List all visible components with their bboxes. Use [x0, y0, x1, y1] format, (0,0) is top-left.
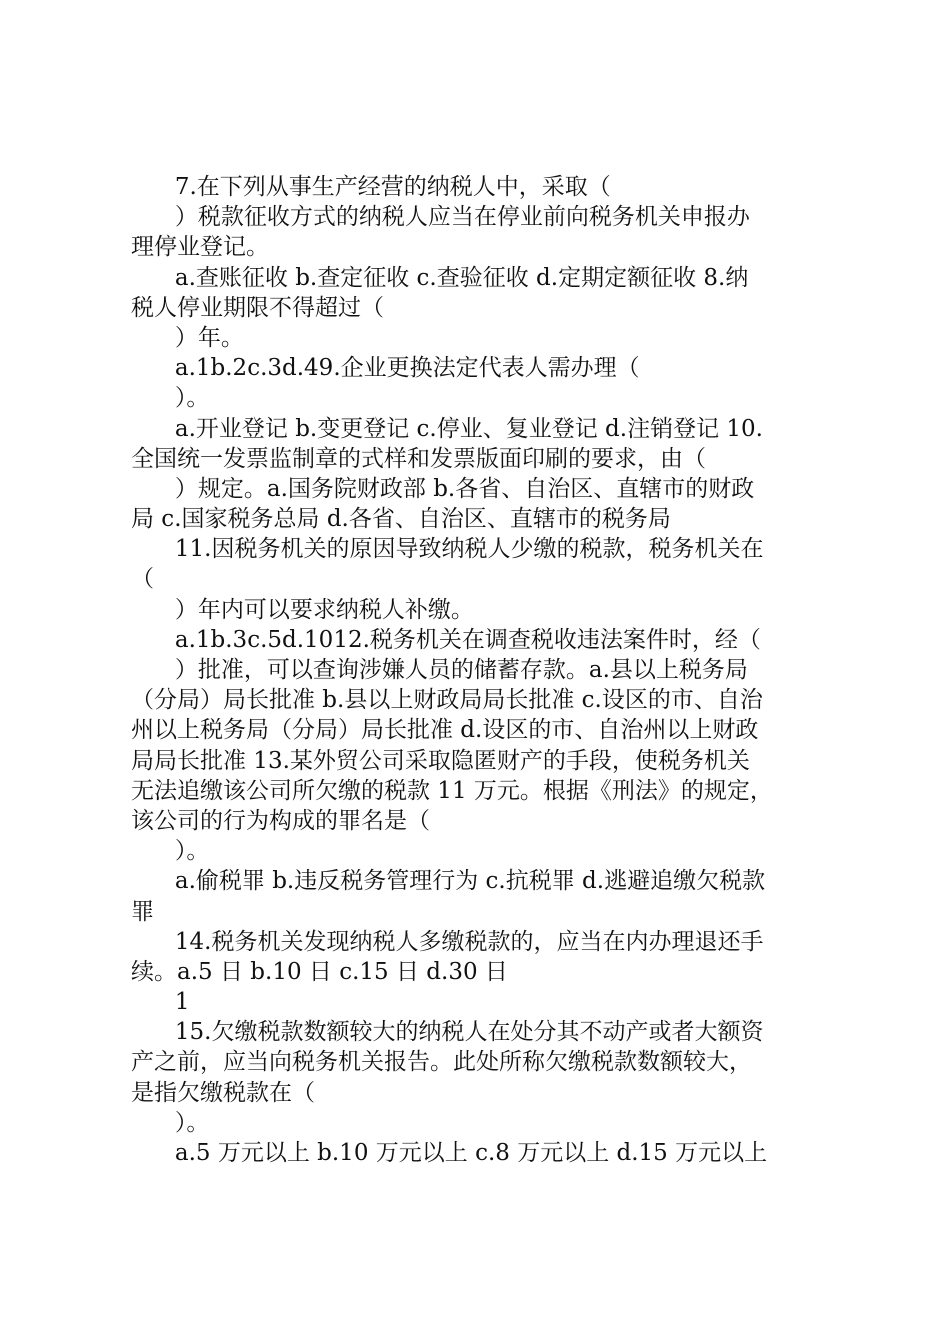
text-line: 局 c.国家税务总局 d.各省、自治区、直辖市的税务局 [131, 506, 671, 533]
text-line: 15.欠缴税款数额较大的纳税人在处分其不动产或者大额资 [131, 1019, 764, 1046]
text-line: ）。 [131, 1109, 210, 1136]
text-line: 11.因税务机关的原因导致纳税人少缴的税款，税务机关在 [131, 536, 764, 563]
text-line: 州以上税务局（分局）局长批准 d.设区的市、自治州以上财政 [131, 717, 759, 744]
text-line: 局局长批准 13.某外贸公司采取隐匿财产的手段，使税务机关 [131, 747, 750, 774]
text-line: ）。 [131, 838, 210, 865]
text-line: 续。a.5 日 b.10 日 c.15 日 d.30 日 [131, 958, 508, 985]
text-line: 理停业登记。 [131, 234, 269, 261]
text-line: a.偷税罪 b.违反税务管理行为 c.抗税罪 d.逃避追缴欠税款 [131, 868, 766, 895]
text-line: 7.在下列从事生产经营的纳税人中，采取（ [131, 174, 611, 200]
text-line: a.查账征收 b.查定征收 c.查验征收 d.定期定额征收 8.纳 [131, 264, 749, 291]
text-line: ）年。 [131, 324, 244, 351]
text-line: a.5 万元以上 b.10 万元以上 c.8 万元以上 d.15 万元以上 [131, 1140, 768, 1166]
text-line: ）。 [131, 385, 210, 412]
text-line: 是指欠缴税款在（ [131, 1079, 315, 1106]
text-line: 该公司的行为构成的罪名是（ [131, 807, 430, 834]
text-line: 税人停业期限不得超过（ [131, 294, 384, 321]
text-line: （分局）局长批准 b.县以上财政局局长批准 c.设区的市、自治 [131, 687, 763, 714]
text-line: 罪 [131, 898, 154, 925]
text-line: 14.税务机关发现纳税人多缴税款的，应当在内办理退还手 [131, 928, 764, 955]
text-line: ）批准，可以查询涉嫌人员的储蓄存款。a.县以上税务局 [131, 657, 748, 683]
text-line: a.1b.3c.5d.1012.税务机关在调查税收违法案件时，经（ [131, 626, 761, 653]
text-line: ）规定。a.国务院财政部 b.各省、自治区、直辖市的财政 [131, 475, 755, 502]
text-line: a.开业登记 b.变更登记 c.停业、复业登记 d.注销登记 10. [131, 415, 763, 442]
document-text [131, 172, 831, 1168]
text-line: a.1b.2c.3d.49.企业更换法定代表人需办理（ [131, 355, 640, 382]
page-number: 1 [131, 989, 190, 1016]
text-line: 全国统一发票监制章的式样和发票版面印刷的要求，由（ [131, 445, 706, 472]
text-line: （ [131, 566, 154, 593]
text-line: 产之前，应当向税务机关报告。此处所称欠缴税款数额较大， [131, 1049, 752, 1076]
text-line: ）税款征收方式的纳税人应当在停业前向税务机关申报办 [131, 204, 750, 231]
text-line: ）年内可以要求纳税人补缴。 [131, 596, 474, 623]
text-line: 无法追缴该公司所欠缴的税款 11 万元。根据《刑法》的规定， [131, 777, 773, 804]
